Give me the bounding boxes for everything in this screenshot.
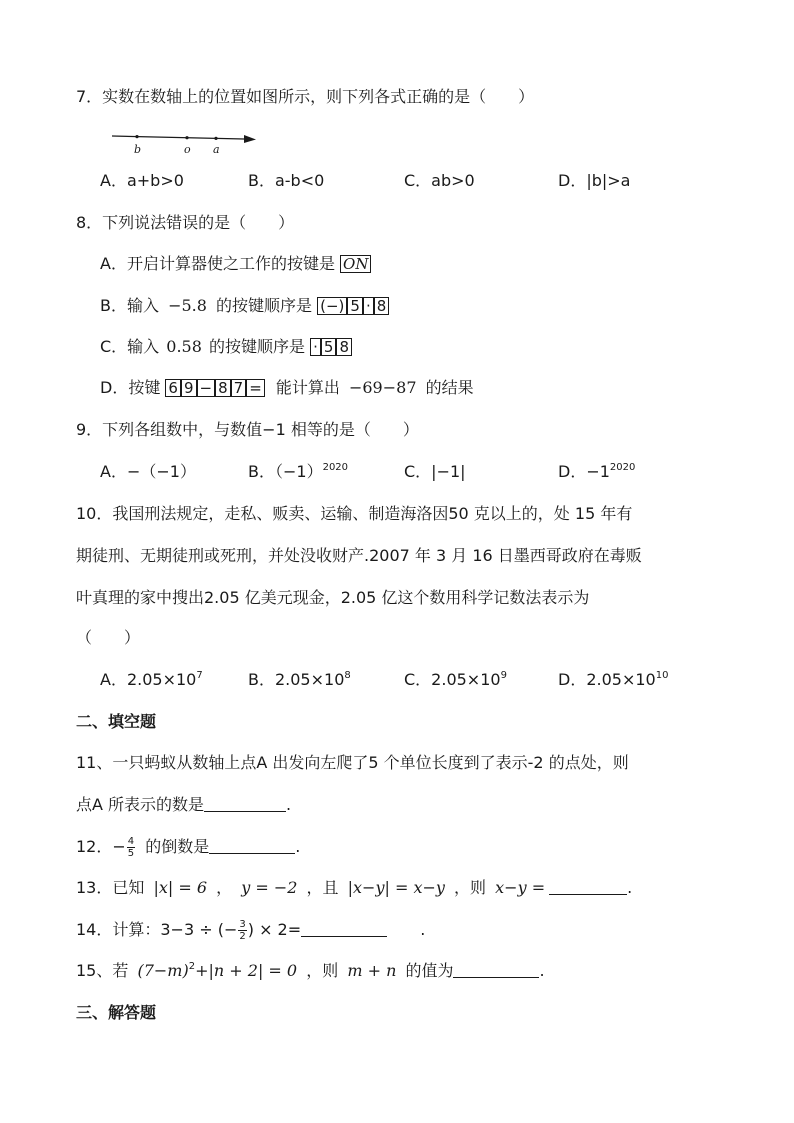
q12-line bbox=[76, 836, 300, 858]
q13-cond-3: |x−y| = x−y bbox=[347, 878, 445, 897]
answer-blank[interactable] bbox=[549, 878, 627, 895]
q14-fraction bbox=[238, 919, 246, 942]
decimal-key: · bbox=[310, 338, 321, 356]
digit-5-key: 5 bbox=[321, 338, 337, 356]
q8-b-tail: 的按键顺序是 bbox=[216, 296, 313, 315]
q12-numerator: 4 bbox=[127, 836, 135, 847]
q9-option-d[interactable] bbox=[558, 461, 635, 483]
q10-d-label: D．2.05×10 bbox=[558, 670, 656, 689]
arrow-head-icon bbox=[244, 135, 256, 143]
q13-prefix: 13．已知 bbox=[76, 878, 145, 897]
q10-option-b[interactable] bbox=[248, 669, 351, 691]
q8-b-value: −5.8 bbox=[168, 296, 207, 315]
q14-prefix: 14．计算：3−3 ÷ (− bbox=[76, 920, 238, 939]
digit-8-key: 8 bbox=[215, 379, 231, 397]
q14-line bbox=[76, 919, 425, 941]
q11-line-2-text: 点A 所表示的数是 bbox=[76, 795, 205, 814]
q14-numerator: 3 bbox=[239, 919, 246, 930]
q10-a-label: A．2.05×10 bbox=[100, 670, 197, 689]
q8-option-d[interactable] bbox=[100, 377, 474, 399]
q8-d-tail: 的结果 bbox=[425, 378, 474, 397]
answer-blank[interactable] bbox=[204, 795, 286, 812]
q8-a-text: A．开启计算器使之工作的按键是 bbox=[100, 254, 335, 273]
label-b: b bbox=[134, 143, 142, 156]
q8-c-value: 0.58 bbox=[166, 337, 202, 356]
digit-8-key: 8 bbox=[374, 297, 390, 315]
q13-end: . bbox=[627, 878, 633, 897]
q15-prefix: 15、若 bbox=[76, 961, 129, 980]
q13-sep-3: ，则 bbox=[454, 878, 487, 897]
q13-ask: x−y = bbox=[495, 878, 546, 897]
equals-key: = bbox=[246, 379, 265, 397]
number-line-figure bbox=[110, 124, 260, 158]
digit-6-key: 6 bbox=[165, 379, 181, 397]
q14-end: . bbox=[420, 920, 426, 939]
q14-mid: ) × 2= bbox=[247, 920, 302, 939]
digit-9-key: 9 bbox=[181, 379, 197, 397]
q7-option-d[interactable]: D．|b|>a bbox=[558, 171, 631, 190]
q8-option-b[interactable] bbox=[100, 295, 389, 317]
q12-prefix: 12．− bbox=[76, 837, 126, 856]
q8-option-a[interactable] bbox=[100, 253, 371, 275]
q10-option-a[interactable] bbox=[100, 669, 203, 691]
q12-denominator: 5 bbox=[127, 848, 135, 859]
point-b-marker bbox=[135, 135, 138, 138]
q13-sep-2: ，且 bbox=[306, 878, 339, 897]
q8-d-mid: 能计算出 bbox=[275, 378, 340, 397]
q10-c-label: C．2.05×10 bbox=[404, 670, 501, 689]
q9-stem: 9．下列各组数中，与数值−1 相等的是（ ） bbox=[76, 420, 419, 439]
q15-line bbox=[76, 960, 545, 982]
q10-c-exponent: 9 bbox=[500, 670, 507, 681]
q8-c-text: C．输入 bbox=[100, 337, 160, 356]
q10-b-label: B．2.05×10 bbox=[248, 670, 345, 689]
q10-option-d[interactable] bbox=[558, 669, 668, 691]
q12-fraction bbox=[127, 836, 135, 859]
q15-tail: 的值为 bbox=[405, 961, 454, 980]
section-3-title: 三、解答题 bbox=[76, 1003, 157, 1022]
q15-sep: ，则 bbox=[306, 961, 339, 980]
q7-stem: 7．实数在数轴上的位置如图所示，则下列各式正确的是（ ） bbox=[76, 87, 535, 106]
q13-line bbox=[76, 877, 632, 899]
q7-option-c[interactable]: C．ab>0 bbox=[404, 171, 475, 190]
q15-expr-2: +|n + 2| = 0 bbox=[195, 961, 298, 980]
negative-key: (−) bbox=[317, 297, 347, 315]
q8-option-c[interactable] bbox=[100, 336, 352, 358]
digit-5-key: 5 bbox=[347, 297, 363, 315]
q9-d-base: D．−1 bbox=[558, 462, 610, 481]
point-a-marker bbox=[214, 137, 217, 140]
q15-ask: m + n bbox=[347, 961, 397, 980]
q9-option-a[interactable]: A．−（−1） bbox=[100, 462, 196, 481]
q7-option-b[interactable]: B．a-b<0 bbox=[248, 171, 325, 190]
q10-line-4: （ ） bbox=[76, 628, 141, 647]
q10-d-exponent: 10 bbox=[655, 670, 669, 681]
q10-b-exponent: 8 bbox=[344, 670, 351, 681]
q8-stem: 8．下列说法错误的是（ ） bbox=[76, 213, 295, 232]
q8-d-text: D．按键 bbox=[100, 378, 161, 397]
q11-line-2 bbox=[76, 794, 291, 816]
q8-b-text: B．输入 bbox=[100, 296, 159, 315]
q8-d-expr: −69−87 bbox=[348, 378, 417, 397]
q12-text: 的倒数是 bbox=[145, 837, 210, 856]
q7-option-a[interactable]: A．a+b>0 bbox=[100, 171, 184, 190]
q15-expr-1: (7−m) bbox=[137, 961, 189, 980]
q9-option-b[interactable] bbox=[248, 461, 348, 483]
answer-blank[interactable] bbox=[209, 837, 295, 854]
label-a: a bbox=[213, 143, 220, 156]
decimal-key: · bbox=[363, 297, 374, 315]
point-o-marker bbox=[185, 136, 188, 139]
q10-line-2: 期徒刑、无期徒刑或死刑，并处没收财产.2007 年 3 月 16 日墨西哥政府在毒贩 bbox=[76, 546, 642, 565]
q9-b-base: B．（−1） bbox=[248, 462, 323, 481]
digit-8-key: 8 bbox=[336, 338, 352, 356]
q10-line-1: 10．我国刑法规定，走私、贩卖、运输、制造海洛因50 克以上的，处 15 年有 bbox=[76, 504, 633, 523]
on-key: ON bbox=[340, 255, 371, 273]
q13-sep-1: ， bbox=[216, 878, 233, 897]
q9-option-c[interactable]: C．|−1| bbox=[404, 462, 466, 481]
minus-key: − bbox=[197, 379, 216, 397]
section-2-title: 二、填空题 bbox=[76, 712, 157, 731]
q11-end: . bbox=[286, 795, 292, 814]
q13-cond-2: y = −2 bbox=[241, 878, 298, 897]
q10-a-exponent: 7 bbox=[196, 670, 203, 681]
q13-cond-1: |x| = 6 bbox=[153, 878, 208, 897]
q11-line-1: 11、一只蚂蚁从数轴上点A 出发向左爬了5 个单位长度到了表示-2 的点处，则 bbox=[76, 753, 629, 772]
q9-b-exponent: 2020 bbox=[322, 462, 349, 473]
digit-7-key: 7 bbox=[231, 379, 247, 397]
q10-line-3: 叶真理的家中搜出2.05 亿美元现金，2.05 亿这个数用科学记数法表示为 bbox=[76, 588, 590, 607]
q10-option-c[interactable] bbox=[404, 669, 507, 691]
q8-c-tail: 的按键顺序是 bbox=[209, 337, 306, 356]
q9-d-exponent: 2020 bbox=[609, 462, 636, 473]
q15-exponent: 2 bbox=[188, 961, 196, 972]
q14-denominator: 2 bbox=[239, 931, 246, 942]
q15-end: . bbox=[539, 961, 545, 980]
answer-blank[interactable] bbox=[453, 961, 539, 978]
label-o: o bbox=[184, 143, 191, 156]
number-line-axis bbox=[112, 136, 244, 139]
answer-blank[interactable] bbox=[301, 920, 387, 937]
q12-end: . bbox=[295, 837, 301, 856]
